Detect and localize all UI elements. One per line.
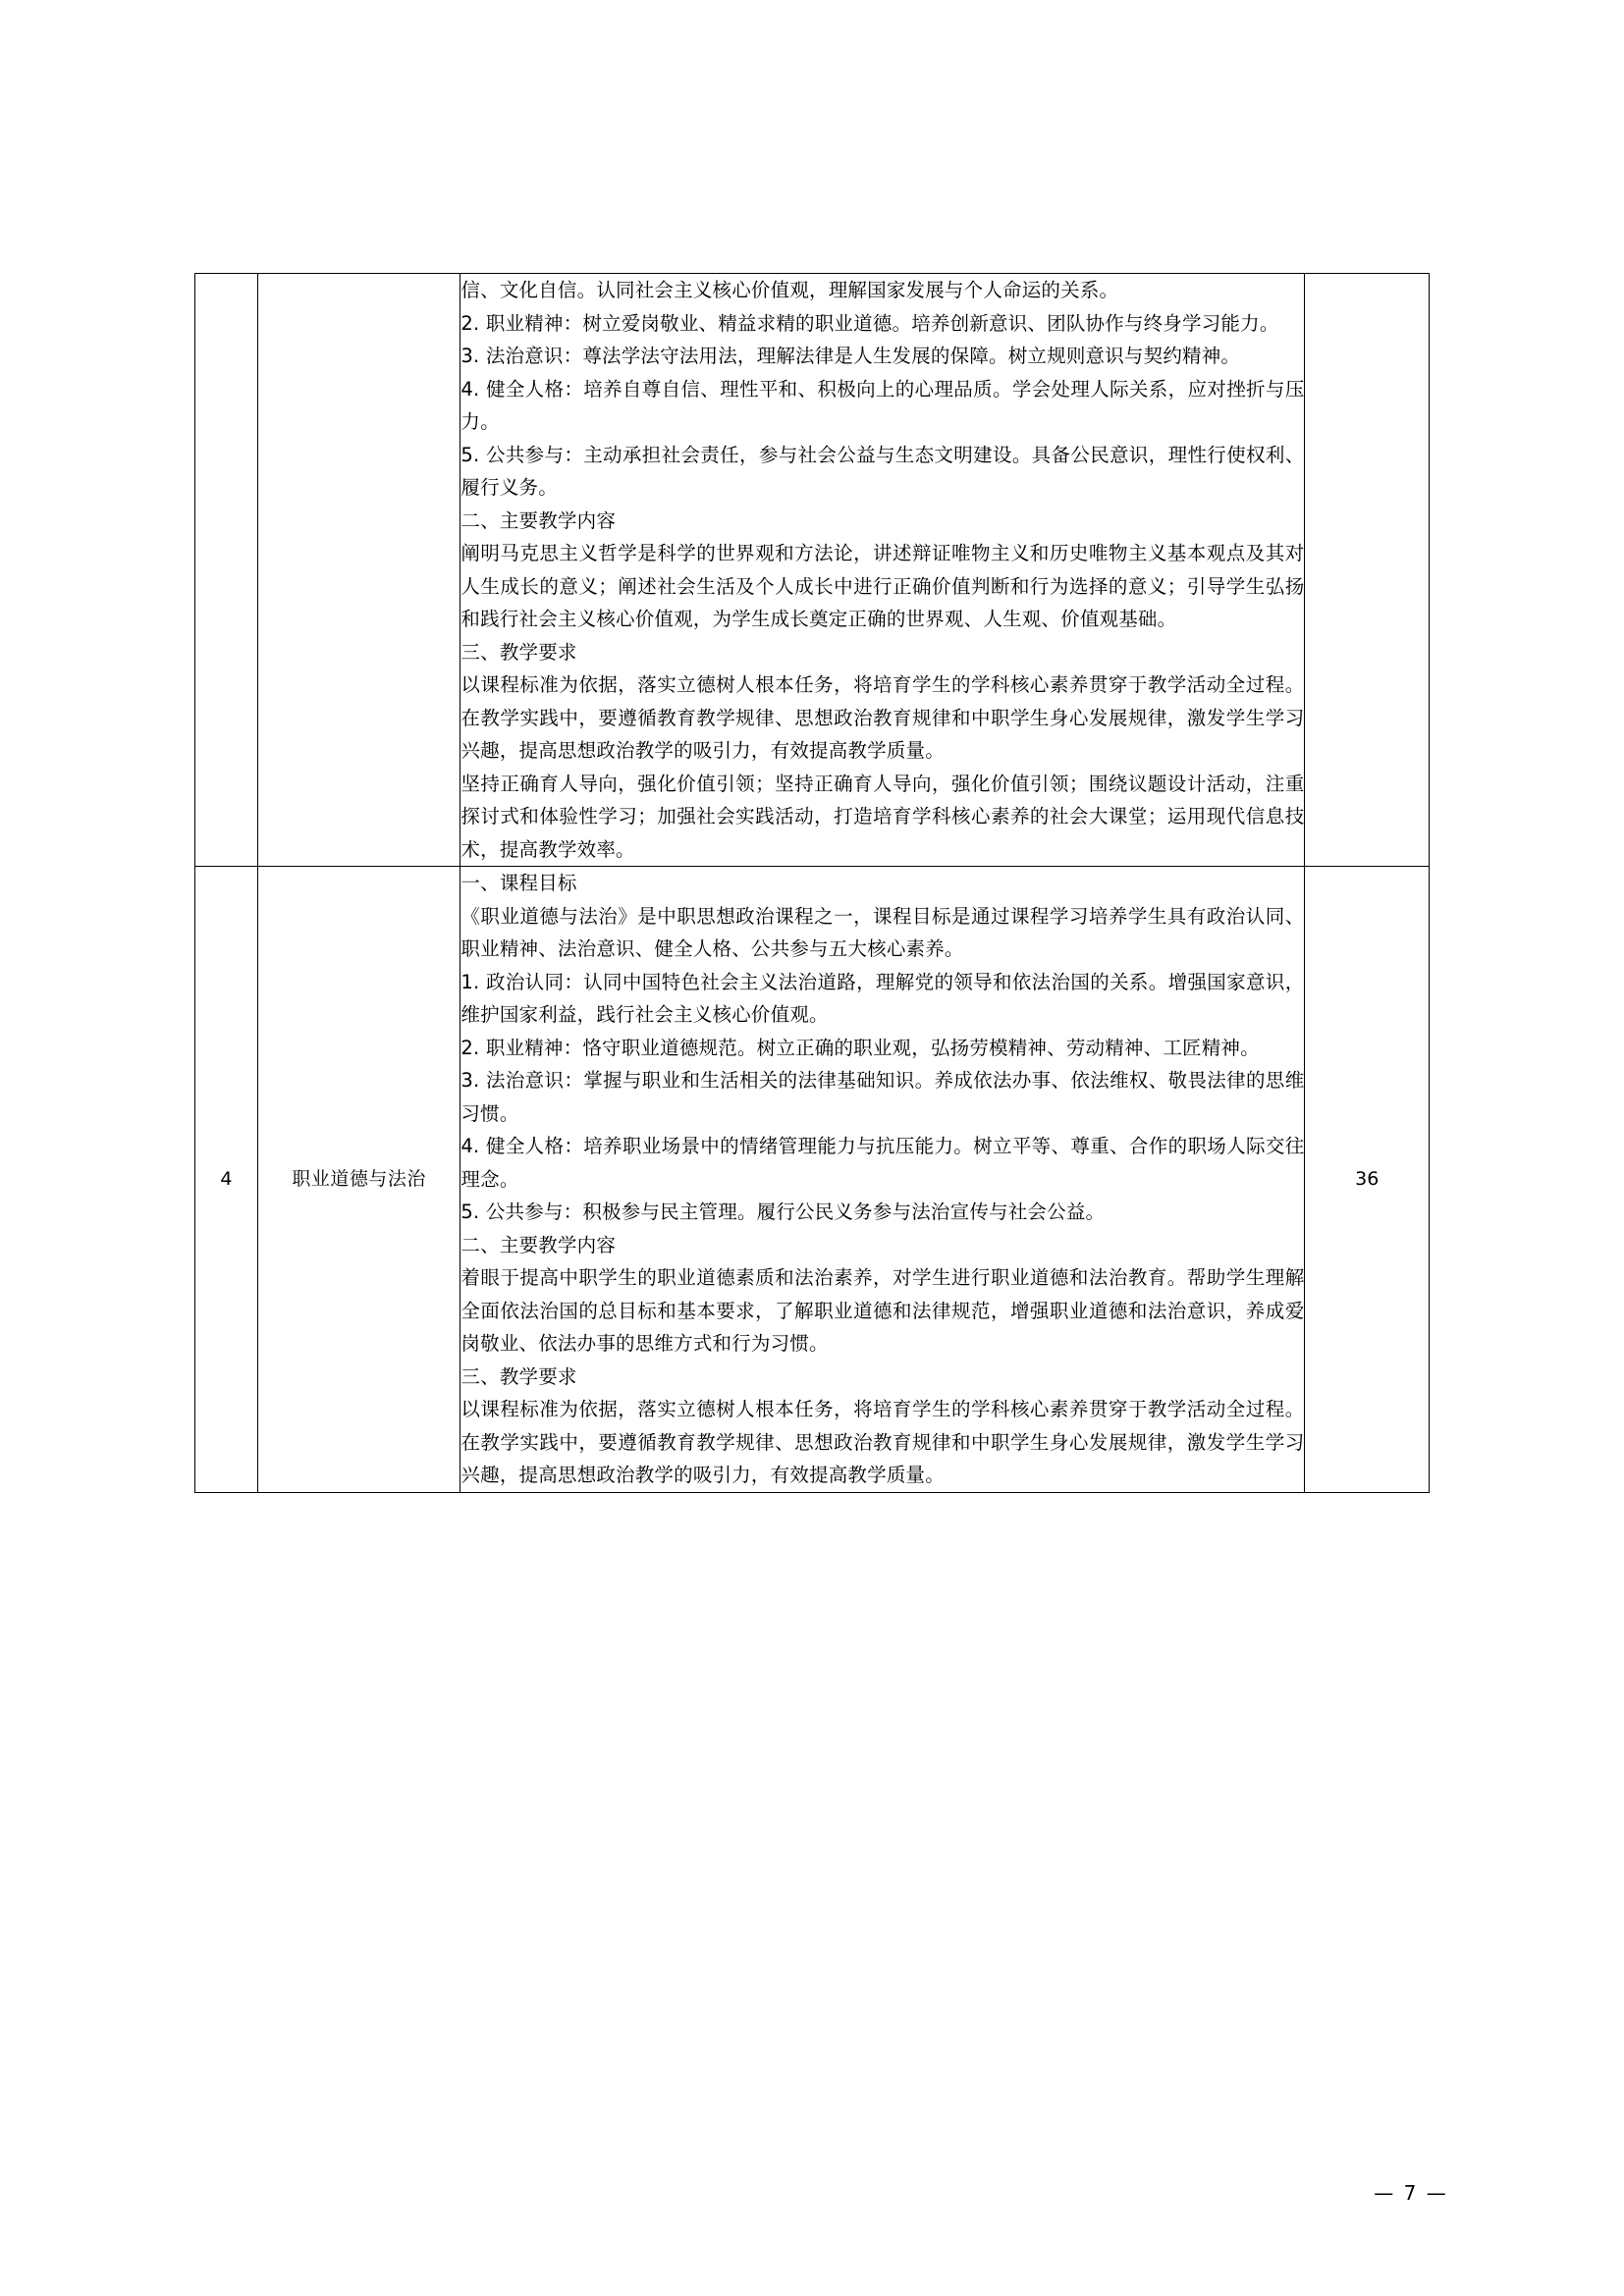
- content-paragraph: 坚持正确育人导向，强化价值引领；坚持正确育人导向，强化价值引领；围绕议题设计活动，注重探讨式和体验性学习；加强社会实践活动，打造培育学科核心素养的社会大课堂；运用现代信息技术，提高教学效率。: [460, 772, 1305, 861]
- content-paragraph: 3. 法治意识：掌握与职业和生活相关的法律基础知识。养成依法办事、依法维权、敬畏法律的思维习惯。: [460, 1069, 1305, 1125]
- table-body: [195, 274, 1430, 1493]
- content-heading: 三、教学要求: [460, 1364, 577, 1388]
- table-row: [195, 274, 1430, 867]
- content-paragraph: 1. 政治认同：认同中国特色社会主义法治道路，理解党的领导和依法治国的关系。增强国家意识，维护国家利益，践行社会主义核心价值观。: [460, 970, 1305, 1026]
- content-paragraph: 着眼于提高中职学生的职业道德素质和法治素养，对学生进行职业道德和法治教育。帮助学生理解全面依法治国的总目标和基本要求，了解职业道德和法律规范，增强职业道德和法治意识，养成爱岗敬业、依法办事的思维方式和行为习惯。: [460, 1266, 1305, 1355]
- page-number: — 7 —: [1374, 2181, 1448, 2205]
- course-name-cell: 职业道德与法治: [257, 867, 460, 1493]
- content-paragraph: 5. 公共参与：积极参与民主管理。履行公民义务参与法治宣传与社会公益。: [460, 1201, 1106, 1223]
- table-row: [195, 867, 1430, 1493]
- content-paragraph: 2. 职业精神：树立爱岗敬业、精益求精的职业道德。培养创新意识、团队协作与终身学习能力。: [460, 311, 1279, 335]
- row-number-cell: [195, 274, 258, 867]
- course-hours-cell: 36: [1305, 867, 1430, 1493]
- course-name-cell: [257, 274, 460, 867]
- content-paragraph: 以课程标准为依据，落实立德树人根本任务，将培育学生的学科核心素养贯穿于教学活动全过程。在教学实践中，要遵循教育教学规律、思想政治教育规律和中职学生身心发展规律，激发学生学习兴趣，提高思想政治教学的吸引力，有效提高教学质量。: [460, 1398, 1305, 1486]
- content-heading: 二、主要教学内容: [460, 1233, 617, 1256]
- content-heading: 三、教学要求: [460, 640, 577, 664]
- content-heading: 一、课程目标: [460, 872, 577, 894]
- content-paragraph: 2. 职业精神：恪守职业道德规范。树立正确的职业观，弘扬劳模精神、劳动精神、工匠精神。: [460, 1036, 1260, 1059]
- content-paragraph: 5. 公共参与：主动承担社会责任，参与社会公益与生态文明建设。具备公民意识，理性行使权利、履行义务。: [460, 443, 1305, 499]
- page-footer: [0, 2181, 1624, 2205]
- content-paragraph: 4. 健全人格：培养职业场景中的情绪管理能力与抗压能力。树立平等、尊重、合作的职场人际交往理念。: [460, 1135, 1305, 1191]
- content-paragraph: 以课程标准为依据，落实立德树人根本任务，将培育学生的学科核心素养贯穿于教学活动全过程。在教学实践中，要遵循教育教学规律、思想政治教育规律和中职学生身心发展规律，激发学生学习兴趣，提高思想政治教学的吸引力，有效提高教学质量。: [460, 673, 1305, 762]
- content-paragraph: 4. 健全人格：培养自尊自信、理性平和、积极向上的心理品质。学会处理人际关系，应对挫折与压力。: [460, 377, 1305, 433]
- course-content-cell: [460, 274, 1305, 867]
- content-paragraph: 3. 法治意识：尊法学法守法用法，理解法律是人生发展的保障。树立规则意识与契约精神。: [460, 345, 1241, 367]
- content-heading: 二、主要教学内容: [460, 508, 617, 532]
- course-content-cell: [460, 867, 1305, 1493]
- content-paragraph: 《职业道德与法治》是中职思想政治课程之一，课程目标是通过课程学习培养学生具有政治认同、职业精神、法治意识、健全人格、公共参与五大核心素养。: [460, 904, 1305, 960]
- curriculum-table: [194, 273, 1430, 1493]
- course-hours-cell: [1305, 274, 1430, 867]
- row-number-cell: 4: [195, 867, 258, 1493]
- content-paragraph: 信、文化自信。认同社会主义核心价值观，理解国家发展与个人命运的关系。: [460, 279, 1119, 301]
- content-paragraph: 阐明马克思主义哲学是科学的世界观和方法论，讲述辩证唯物主义和历史唯物主义基本观点及其对人生成长的意义；阐述社会生活及个人成长中进行正确价值判断和行为选择的意义；引导学生弘扬和践行社会主义核心价值观，为学生成长奠定正确的世界观、人生观、价值观基础。: [460, 542, 1305, 630]
